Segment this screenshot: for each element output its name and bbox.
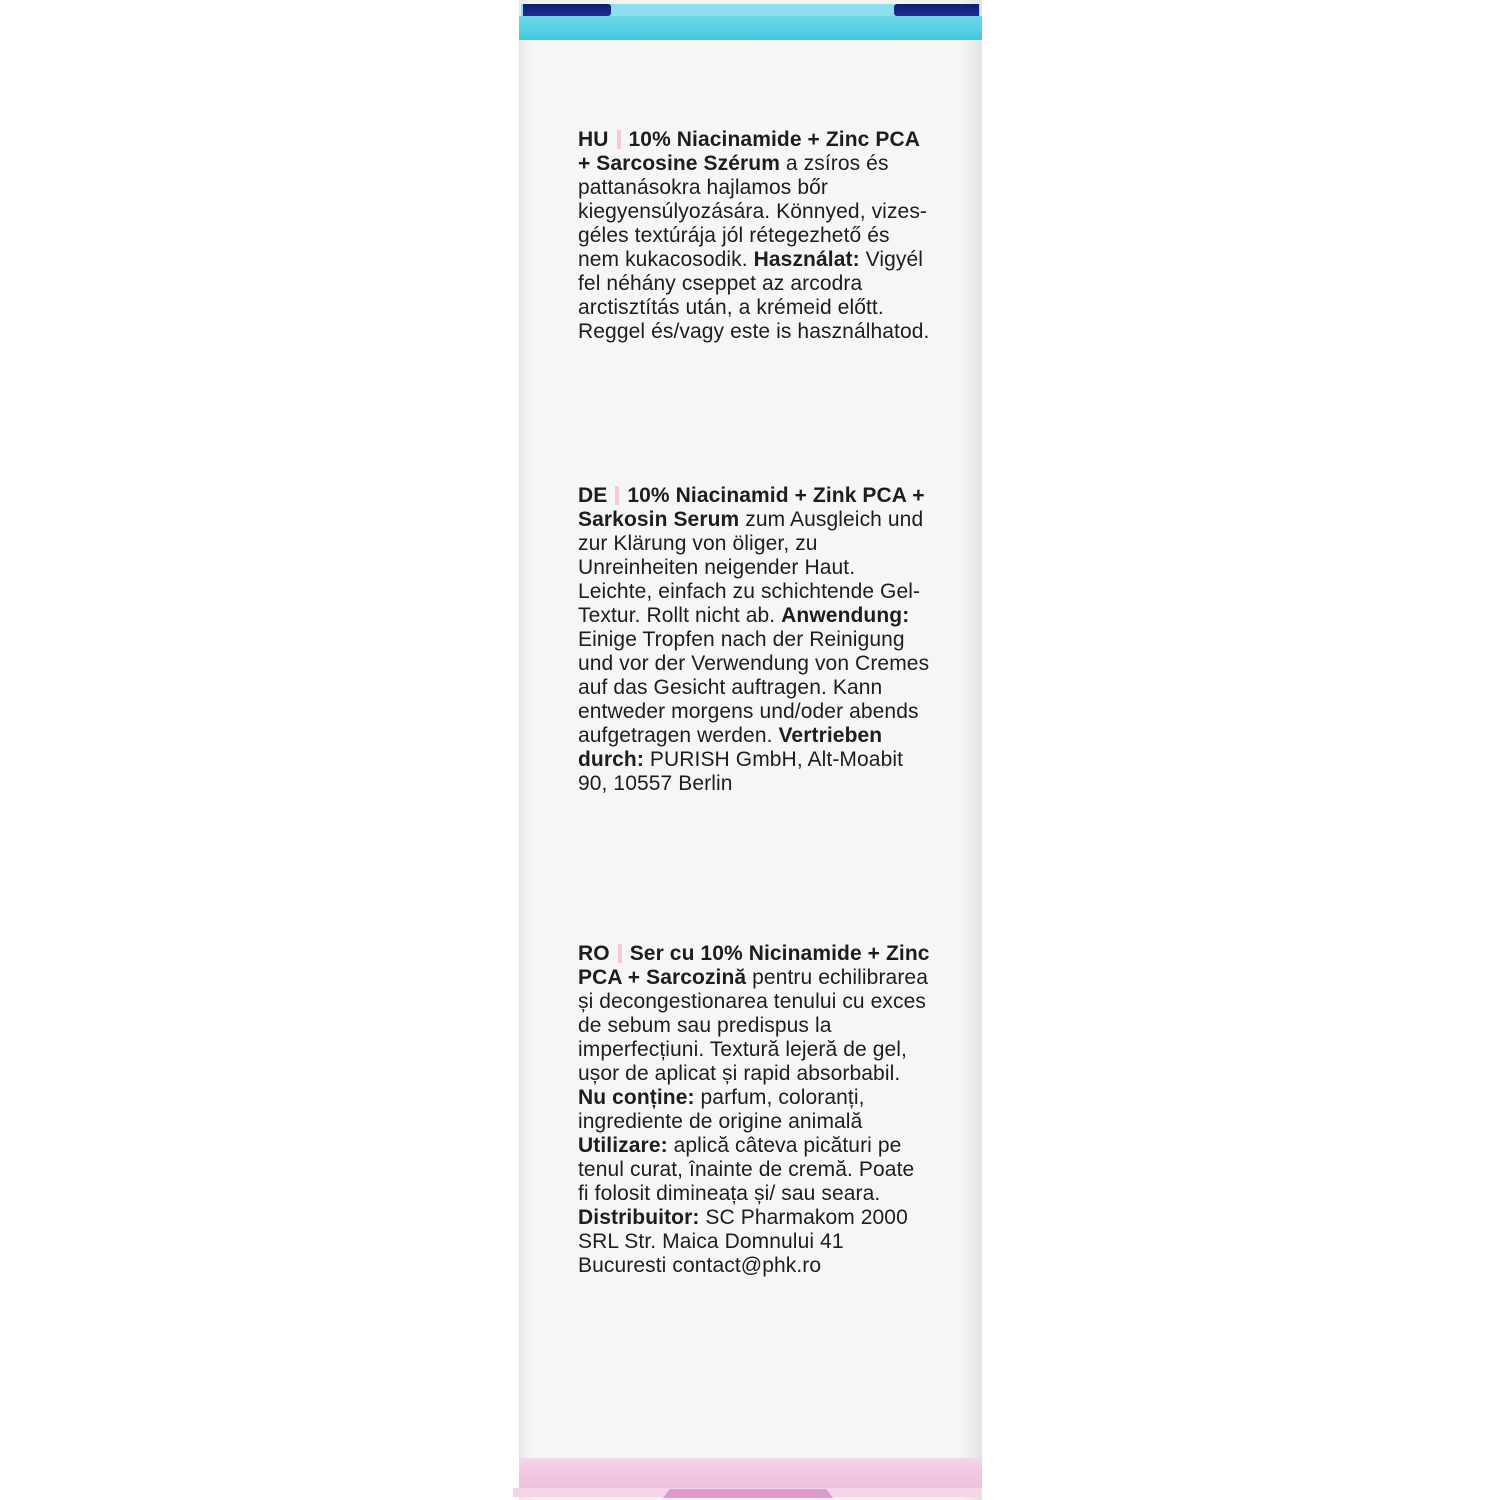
section-label-usage-de: Anwendung: xyxy=(781,604,910,627)
section-text-free-from-ro: parfum, coloranți, ingrediente de origine animală xyxy=(578,1086,865,1133)
section-label-distributor-de: Vertrieben durch: xyxy=(578,724,883,771)
lang-divider-bar xyxy=(618,944,622,963)
box-bottom-pink-strip xyxy=(519,1458,982,1488)
section-text-distributor-ro: SC Pharmakom 2000 SRL Str. Maica Domnului 41 Bucuresti contact@phk.ro xyxy=(578,1206,908,1277)
section-text-distributor-de: PURISH GmbH, Alt-Moabit 90, 10557 Berlin xyxy=(578,748,904,795)
lang-block-de xyxy=(578,484,930,796)
product-title-ro: Ser cu 10% Nicinamide + Zinc PCA + Sarcozină xyxy=(578,942,930,989)
lang-divider-bar xyxy=(615,486,619,505)
lang-block-hu xyxy=(578,128,930,344)
description-ro: pentru echilibrarea și decongestionarea tenului cu exces de sebum sau predispus la imperfecțiuni. Textură lejeră de gel, ușor de aplicat și rapid absorbabil. xyxy=(578,966,928,1085)
navy-flap-segment-right xyxy=(894,4,979,16)
section-text-usage-hu: Vigyél fel néhány cseppet az arcodra arctisztítás után, a krémeid előtt. Reggel és/vagy este is használhatod. xyxy=(578,248,930,343)
product-title-hu: 10% Niacinamide + Zinc PCA + Sarcosine Szérum xyxy=(578,128,920,175)
section-text-usage-de: Einige Tropfen nach der Reinigung und vor der Verwendung von Cremes auf das Gesicht auftragen. Kann entweder morgens und/oder abends aufgetragen werden. xyxy=(578,628,930,747)
section-label-usage-ro: Utilizare: xyxy=(578,1134,668,1157)
cyan-band xyxy=(519,16,982,40)
lang-code-de: DE xyxy=(578,484,608,507)
lang-divider-bar xyxy=(617,130,621,149)
description-de: zum Ausgleich und zur Klärung von öliger, zu Unreinheiten neigender Haut. Leichte, einfach zu schichtende Gel-Textur. Rollt nicht ab. xyxy=(578,508,924,627)
lang-code-hu: HU xyxy=(578,128,609,151)
navy-flap-segment-left xyxy=(523,4,611,16)
section-text-usage-ro: aplică câteva picături pe tenul curat, înainte de cremă. Poate fi folosit dimineața și/ sau seara. xyxy=(578,1134,915,1205)
lang-code-ro: RO xyxy=(578,942,610,965)
section-label-distributor-ro: Distribuitor: xyxy=(578,1206,700,1229)
box-bottom-pink-tab xyxy=(663,1489,833,1498)
box-top-cyan-strip xyxy=(519,4,982,40)
product-title-de: 10% Niacinamid + Zink PCA + Sarkosin Serum xyxy=(578,484,925,531)
description-hu: a zsíros és pattanásokra hajlamos bőr kiegyensúlyozására. Könnyed, vizes-géles textúrája jól rétegezhető és nem kukacosodik. xyxy=(578,152,928,271)
section-label-usage-hu: Használat: xyxy=(753,248,860,271)
section-label-free-from-ro: Nu conține: xyxy=(578,1086,695,1109)
lang-block-ro xyxy=(578,942,930,1278)
